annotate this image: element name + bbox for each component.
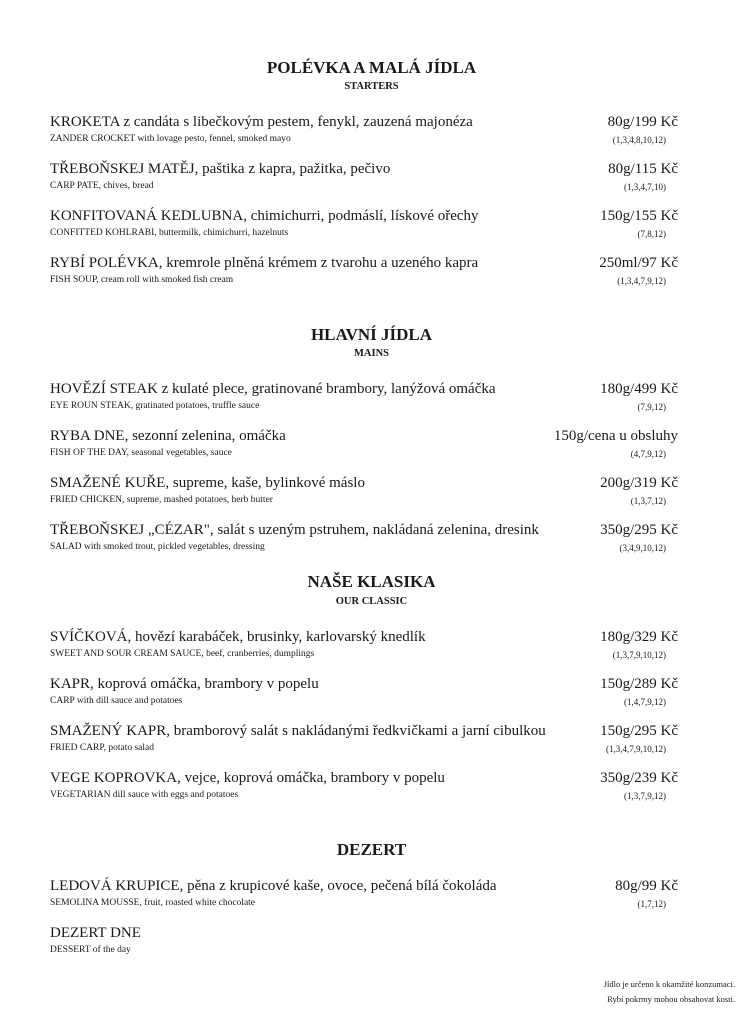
item-name: VEGE KOPROVKA, vejce, koprová omáčka, brambory v popelu <box>50 770 445 786</box>
item-name: TŘEBOŇSKEJ MATĚJ, paštika z kapra, pažitka, pečivo <box>50 161 391 177</box>
section-title-mains: HLAVNÍ JÍDLA <box>310 325 433 344</box>
dessert-list <box>50 876 678 970</box>
item-english: FISH SOUP, cream roll with smoked fish cream <box>50 275 234 285</box>
menu-item <box>50 923 678 970</box>
section-title-dessert: DEZERT <box>336 840 407 859</box>
item-name: RYBA DNE, sezonní zelenina, omáčka <box>50 428 286 444</box>
item-price: 200g/319 Kč <box>600 475 678 491</box>
starters-list <box>50 112 678 300</box>
item-english: FISH OF THE DAY, seasonal vegetables, sauce <box>50 448 232 458</box>
item-english: CARP with dill sauce and potatoes <box>50 696 183 706</box>
section-title-classic: NAŠE KLASIKA <box>307 572 436 591</box>
mains-list <box>50 379 678 567</box>
classic-list <box>50 627 678 815</box>
item-name: RYBÍ POLÉVKA, kremrole plněná krémem z tvarohu a uzeného kapra <box>50 255 479 271</box>
item-english: SWEET AND SOUR CREAM SAUCE, beef, cranberries, dumplings <box>50 649 315 659</box>
item-price: 350g/239 Kč <box>600 770 678 786</box>
item-english: DESSERT of the day <box>50 945 131 955</box>
item-price: 80g/99 Kč <box>615 878 678 894</box>
item-allergens: (1,3,7,12) <box>630 496 666 506</box>
item-english: SEMOLINA MOUSSE, fruit, roasted white chocolate <box>50 898 256 908</box>
section-title-starters: POLÉVKA A MALÁ JÍDLA <box>266 58 477 77</box>
menu-item <box>50 627 678 674</box>
item-allergens: (1,4,7,9,12) <box>624 697 666 707</box>
section-subtitle-classic: OUR CLASSIC <box>335 596 408 607</box>
item-name: DEZERT DNE <box>50 925 141 941</box>
item-name: HOVĚZÍ STEAK z kulaté plece, gratinované brambory, lanýžová omáčka <box>50 381 496 397</box>
item-allergens: (1,3,4,7,9,10,12) <box>606 744 666 754</box>
item-allergens: (1,3,7,9,10,12) <box>612 650 666 660</box>
item-allergens: (1,3,4,7,9,12) <box>617 276 666 286</box>
item-price: 150g/295 Kč <box>600 723 678 739</box>
item-price: 180g/329 Kč <box>600 629 678 645</box>
menu-item <box>50 473 678 520</box>
item-allergens: (4,7,9,12) <box>630 449 666 459</box>
menu-item <box>50 426 678 473</box>
item-english: ZANDER CROCKET with lovage pesto, fennel, smoked mayo <box>50 134 291 144</box>
item-name: KAPR, koprová omáčka, brambory v popelu <box>50 676 319 692</box>
item-allergens: (1,3,4,7,10) <box>624 182 666 192</box>
item-allergens: (3,4,9,10,12) <box>619 543 666 553</box>
menu-item <box>50 206 678 253</box>
section-subtitle-starters: STARTERS <box>344 81 399 92</box>
item-price: 150g/289 Kč <box>600 676 678 692</box>
item-english: VEGETARIAN dill sauce with eggs and potatoes <box>50 790 239 800</box>
item-english: CONFITTED KOHLRABI, buttermilk, chimichurri, hazelnuts <box>50 228 289 238</box>
item-allergens: (1,7,12) <box>637 899 666 909</box>
item-price: 350g/295 Kč <box>600 522 678 538</box>
footer-note <box>604 977 735 1007</box>
item-allergens: (1,3,7,9,12) <box>624 791 666 801</box>
item-name: SMAŽENÉ KUŘE, supreme, kaše, bylinkové máslo <box>50 475 365 491</box>
item-name: LEDOVÁ KRUPICE, pěna z krupicové kaše, ovoce, pečená bílá čokoláda <box>50 878 497 894</box>
item-english: EYE ROUN STEAK, gratinated potatoes, truffle sauce <box>50 401 260 411</box>
item-name: KONFITOVANÁ KEDLUBNA, chimichurri, podmáslí, lískové ořechy <box>50 208 479 224</box>
item-english: FRIED CHICKEN, supreme, mashed potatoes, herb butter <box>50 495 273 505</box>
item-price: 250ml/97 Kč <box>599 255 678 271</box>
menu-item <box>50 520 678 567</box>
menu-item <box>50 721 678 768</box>
item-price: 150g/cena u obsluhy <box>553 428 678 444</box>
item-name: SVÍČKOVÁ, hovězí karabáček, brusinky, karlovarský knedlík <box>50 629 426 645</box>
menu-item <box>50 876 678 923</box>
item-name: TŘEBOŇSKEJ „CÉZAR", salát s uzeným pstruhem, nakládaná zelenina, dresink <box>50 522 539 538</box>
item-english: SALAD with smoked trout, pickled vegetables, dressing <box>50 542 265 552</box>
item-price: 150g/155 Kč <box>600 208 678 224</box>
menu-item <box>50 379 678 426</box>
item-name: SMAŽENÝ KAPR, bramborový salát s nakládanými ředkvičkami a jarní cibulkou <box>50 723 546 739</box>
menu-item <box>50 674 678 721</box>
item-price: 80g/115 Kč <box>608 161 678 177</box>
menu-item <box>50 768 678 815</box>
item-allergens: (1,3,4,8,10,12) <box>612 135 666 145</box>
item-english: CARP PATE, chives, bread <box>50 181 154 191</box>
item-english: FRIED CARP, potato salad <box>50 743 154 753</box>
menu-item <box>50 159 678 206</box>
footer-line-2: Rybí pokrmy mohou obsahovat kosti. <box>607 994 735 1004</box>
section-subtitle-mains: MAINS <box>353 348 389 359</box>
menu-item <box>50 112 678 159</box>
item-price: 180g/499 Kč <box>600 381 678 397</box>
item-allergens: (7,8,12) <box>637 229 666 239</box>
item-allergens: (7,9,12) <box>637 402 666 412</box>
item-price: 80g/199 Kč <box>607 114 678 130</box>
menu-item <box>50 253 678 300</box>
item-name: KROKETA z candáta s libečkovým pestem, fenykl, zauzená majonéza <box>50 114 473 130</box>
footer-line-1: Jídlo je určeno k okamžité konzumaci. <box>603 979 735 989</box>
